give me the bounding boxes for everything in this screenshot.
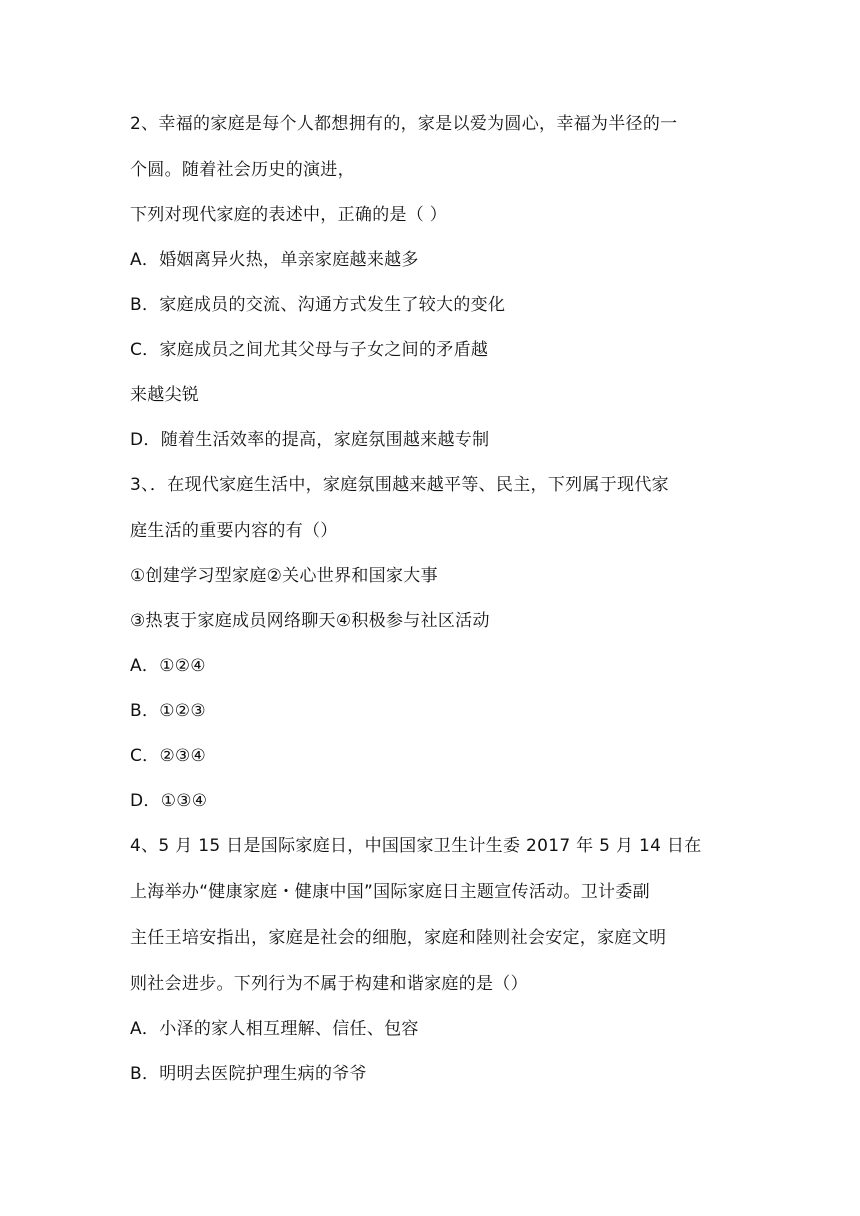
q2-stem-line-2: 个圆。随着社会历史的演进，	[130, 160, 355, 180]
q2-option-b: B．家庭成员的交流、沟通方式发生了较大的变化	[130, 295, 506, 315]
q3-option-b: B．①②③	[130, 701, 206, 721]
q4-stem-line-3: 主任王培安指出，家庭是社会的细胞，家庭和陸则社会安定，家庭文明	[130, 928, 667, 948]
q4-option-b: B．明明去医院护理生病的爷爷	[130, 1064, 367, 1084]
q3-stem-line-1: 3、．在现代家庭生活中，家庭氛围越来越平等、民主，下列属于现代家	[130, 475, 669, 495]
q4-stem-line-1: 4、5 月 15 日是国际家庭日，中国国家卫生计生委 2017 年 5 月 14 日在	[130, 836, 702, 856]
q3-item-line-2: ③热衷于家庭成员网络聊天④积极参与社区活动	[130, 611, 490, 631]
q4-option-a: A．小泽的家人相互理解、信任、包容	[130, 1019, 419, 1039]
q2-stem-line-1: 2、幸福的家庭是每个人都想拥有的，家是以爱为圆心，幸福为半径的一	[130, 114, 678, 134]
q3-item-line-1: ①创建学习型家庭②关心世界和国家大事	[130, 566, 438, 586]
q3-stem-line-2: 庭生活的重要内容的有（）	[130, 521, 338, 541]
q3-option-a: A．①②④	[130, 656, 206, 676]
q4-stem-line-4: 则社会进步。下列行为不属于构建和谐家庭的是（）	[130, 974, 528, 994]
q2-option-a: A．婚姻离异火热，单亲家庭越来越多	[130, 250, 419, 270]
q3-option-d: D．①③④	[130, 791, 208, 811]
document-page	[130, 113, 735, 1085]
q4-stem-line-2: 上海举办“健康家庭・健康中国”国际家庭日主题宣传活动。卫计委副	[130, 882, 650, 902]
q2-option-c-line-2: 来越尖锐	[130, 385, 200, 405]
q2-option-c-line-1: C．家庭成员之间尤其父母与子女之间的矛盾越	[130, 340, 489, 360]
q2-option-d: D．随着生活效率的提高，家庭氛围越来越专制	[130, 430, 490, 450]
q3-option-c: C．②③④	[130, 746, 207, 766]
q2-stem-line-3: 下列对现代家庭的表述中，正确的是（ ）	[130, 205, 448, 225]
